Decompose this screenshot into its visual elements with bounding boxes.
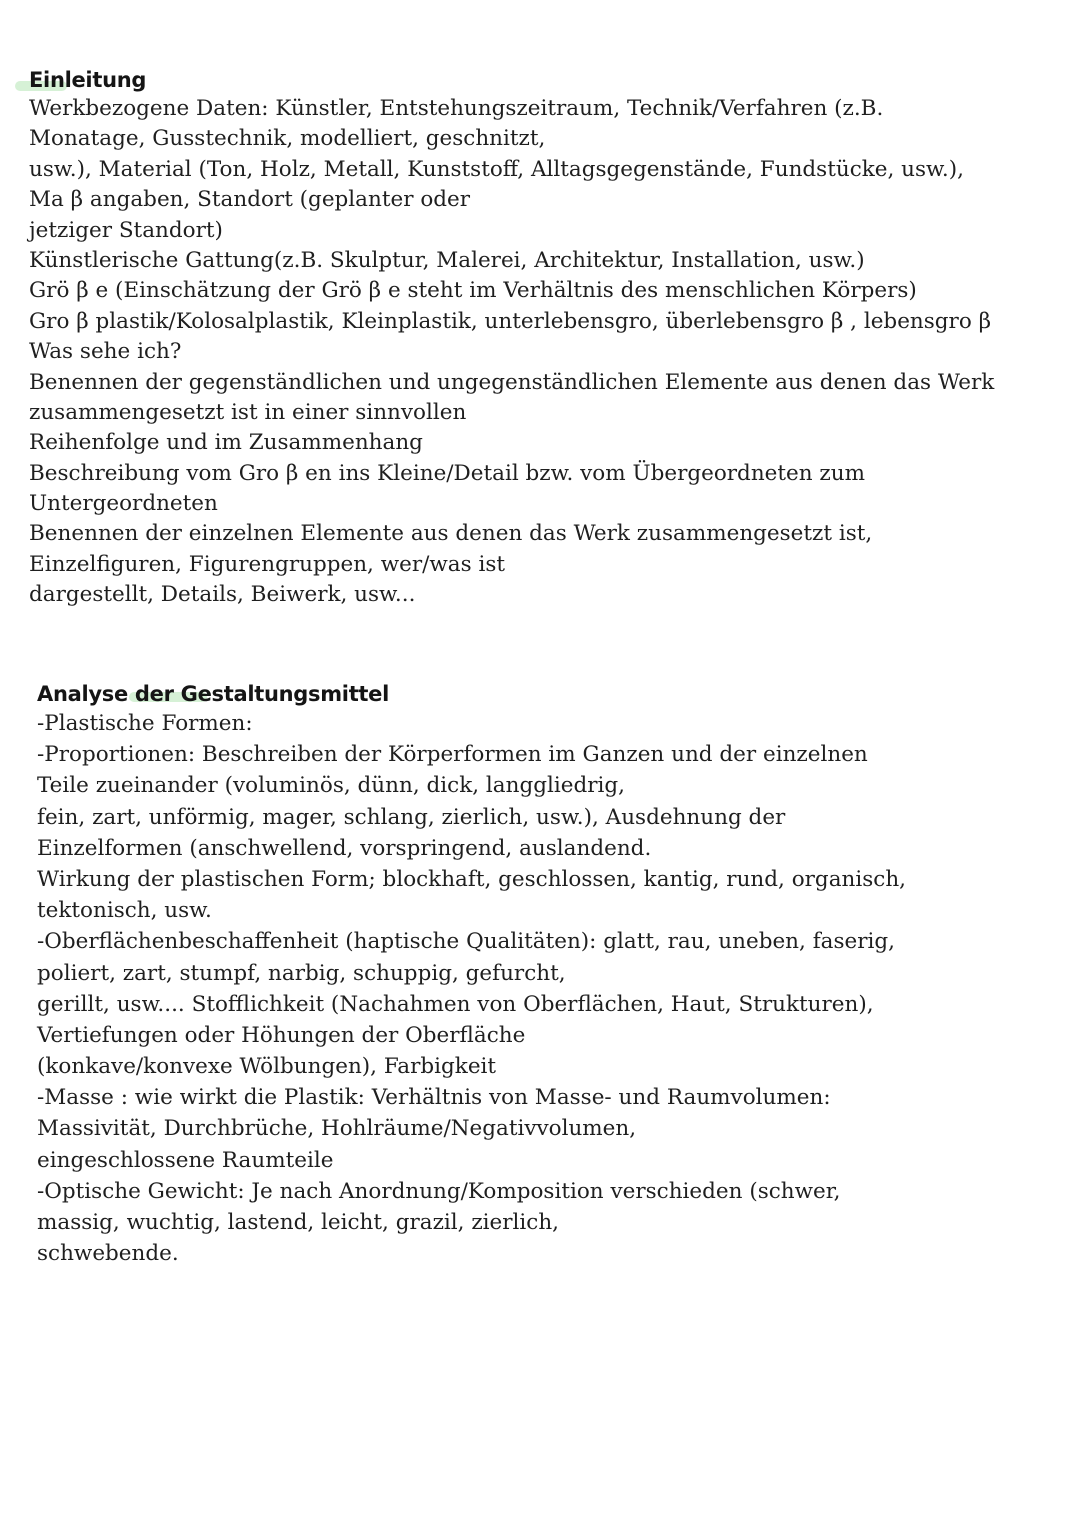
text-line: -Oberflächenbeschaffenheit (haptische Qualitäten): glatt, rau, uneben, faserig, (37, 929, 895, 955)
text-line: massig, wuchtig, lastend, leicht, grazil, zierlich, (37, 1210, 559, 1235)
text-line: Benennen der gegenständlichen und ungegenständlichen Elemente aus denen das Werk (29, 369, 995, 395)
text-line: jetziger Standort) (29, 217, 223, 243)
text-line: dargestellt, Details, Beiwerk, usw... (29, 582, 416, 608)
text-line: zusammengesetzt ist in einer sinnvollen (29, 399, 467, 425)
section-heading (37, 680, 389, 708)
text-line: (konkave/konvexe Wölbungen), Farbigkeit (37, 1054, 497, 1080)
text-line: Massivität, Durchbrüche, Hohlräume/Negativvolumen, (37, 1116, 637, 1142)
text-line: fein, zart, unförmig, mager, schlang, zierlich, usw.), Ausdehnung der (37, 804, 786, 830)
text-line: eingeschlossene Raumteile (37, 1147, 334, 1173)
text-line: schwebende. (37, 1241, 179, 1267)
text-line: poliert, zart, stumpf, narbig, schuppig, gefurcht, (37, 960, 566, 986)
text-line: Einzelformen (anschwellend, vorspringend, auslandend. (37, 835, 652, 861)
text-line: Künstlerische Gattung(z.B. Skulptur, Malerei, Architektur, Installation, usw.) (29, 247, 865, 273)
text-line: Ma β angaben, Standort (geplanter oder (29, 187, 471, 213)
text-line: -Optische Gewicht: Je nach Anordnung/Komposition verschieden (schwer, (37, 1178, 841, 1204)
section-einleitung (29, 66, 1080, 611)
text-line: -Proportionen: Beschreiben der Körperformen im Ganzen und der einzelnen (37, 742, 868, 768)
text-block (29, 94, 1080, 611)
text-line: Beschreibung vom Gro β en ins Kleine/Detail bzw. vom Übergeordneten zum (29, 460, 865, 486)
text-line: tektonisch, usw. (37, 898, 212, 924)
text-block (37, 708, 1080, 1269)
text-line: usw.), Material (Ton, Holz, Metall, Kunststoff, Alltagsgegenstände, Fundstücke, usw.), (29, 156, 964, 182)
text-line: Benennen der einzelnen Elemente aus denen das Werk zusammengesetzt ist, (29, 521, 873, 547)
text-line: Untergeordneten (29, 491, 218, 517)
text-line: -Plastische Formen: (37, 711, 253, 736)
text-line: Grö β e (Einschätzung der Grö β e steht im Verhältnis des menschlichen Körpers) (29, 278, 917, 304)
heading-text: Einleitung (29, 68, 147, 92)
text-line: Teile zueinander (voluminös, dünn, dick, langgliedrig, (37, 773, 625, 799)
text-line: Reihenfolge und im Zusammenhang (29, 430, 423, 456)
section-heading (29, 66, 146, 94)
text-line: Werkbezogene Daten: Künstler, Entstehungszeitraum, Technik/Verfahren (z.B. (29, 96, 884, 121)
heading-text: Analyse der Gestaltungsmittel (37, 682, 390, 706)
text-line: Wirkung der plastischen Form; blockhaft, geschlossen, kantig, rund, organisch, (37, 866, 906, 892)
text-line: Monatage, Gusstechnik, modelliert, geschnitzt, (29, 126, 546, 152)
text-line: Was sehe ich? (29, 339, 182, 365)
text-line: -Masse : wie wirkt die Plastik: Verhältnis von Masse- und Raumvolumen: (37, 1085, 831, 1111)
text-line: gerillt, usw.... Stofflichkeit (Nachahmen von Oberflächen, Haut, Strukturen), (37, 991, 874, 1017)
section-analyse-gestaltungsmittel (37, 680, 1080, 1269)
text-line: Vertiefungen oder Höhungen der Oberfläche (37, 1022, 526, 1048)
text-line: Gro β plastik/Kolosalplastik, Kleinplastik, unterlebensgro, überlebensgro β , lebensgro β (29, 308, 992, 334)
text-line: Einzelfiguren, Figurengruppen, wer/was ist (29, 551, 506, 577)
